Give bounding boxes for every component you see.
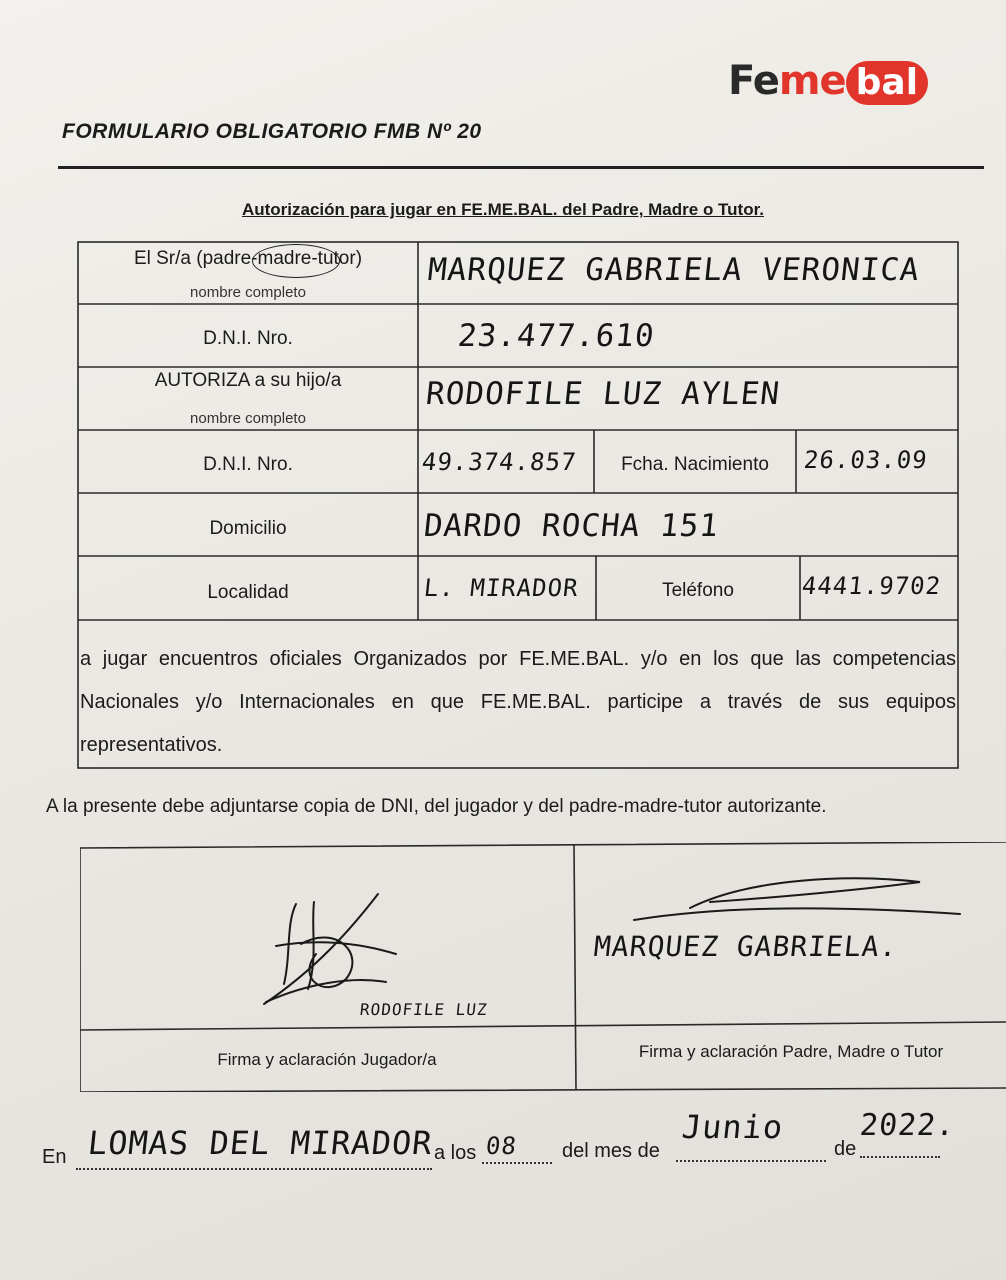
player-clarification-handwritten: RODOFILE LUZ xyxy=(359,1000,489,1019)
del-mes-de-label: del mes de xyxy=(562,1140,660,1162)
logo-bal-pill: bal xyxy=(846,61,928,105)
tutor-clarification-handwritten: MARQUEZ GABRIELA. xyxy=(592,930,900,963)
logo-fe-text: Fe xyxy=(728,58,779,104)
de-label: de xyxy=(834,1138,857,1160)
birthdate-label: Fcha. Nacimiento xyxy=(621,454,769,475)
parent-dni-handwritten: 23.477.610 xyxy=(456,318,657,354)
circled-madre-mark xyxy=(252,244,340,278)
logo-me-text: me xyxy=(778,58,846,104)
phone-label: Teléfono xyxy=(662,580,734,601)
birthdate-handwritten: 26.03.09 xyxy=(802,446,930,474)
femebal-logo xyxy=(728,58,978,118)
address-label: Domicilio xyxy=(209,518,287,539)
player-signature-scribble xyxy=(256,884,416,1014)
parent-label: El Sr/a (padre-madre-tutor) xyxy=(133,248,363,269)
place-dotted-line xyxy=(76,1168,432,1170)
authorization-paragraph: a jugar encuentros oficiales Organizados por FE.ME.BAL. y/o en los que las competencias Nacionales y/o Internacionales en que FE.ME.BAL. participe a través de sus equipos representativos. xyxy=(80,648,956,756)
day-dotted-line xyxy=(482,1162,552,1164)
section-title: Autorización para jugar en FE.ME.BAL. del Padre, Madre o Tutor. xyxy=(241,200,765,219)
header-divider xyxy=(58,166,984,169)
locality-label: Localidad xyxy=(207,582,289,603)
parent-dni-label: D.N.I. Nro. xyxy=(203,328,293,349)
form-title: FORMULARIO OBLIGATORIO FMB Nº 20 xyxy=(62,120,482,143)
address-handwritten: DARDO ROCHA 151 xyxy=(422,508,721,544)
parent-name-handwritten: MARQUEZ GABRIELA VERONICA xyxy=(426,252,922,288)
authorization-table xyxy=(70,240,968,772)
year-dotted-line xyxy=(860,1156,940,1158)
child-name-handwritten: RODOFILE LUZ AYLEN xyxy=(424,376,782,412)
phone-handwritten: 4441.9702 xyxy=(800,572,943,600)
tutor-signature-swoosh xyxy=(630,868,970,928)
parent-sublabel: nombre completo xyxy=(190,284,306,301)
en-label: En xyxy=(42,1146,67,1168)
child-dni-label: D.N.I. Nro. xyxy=(203,454,293,475)
place-handwritten: LOMAS DEL MIRADOR xyxy=(86,1124,435,1162)
attachment-note: A la presente debe adjuntarse copia de DNI, del jugador y del padre-madre-tutor autorizante. xyxy=(46,796,827,817)
locality-handwritten: L. MIRADOR xyxy=(422,574,580,602)
signature-table xyxy=(80,842,1006,1092)
year-handwritten: 2022. xyxy=(858,1108,958,1143)
month-dotted-line xyxy=(676,1160,826,1162)
child-dni-handwritten: 49.374.857 xyxy=(420,448,578,476)
child-label: AUTORIZA a su hijo/a xyxy=(154,370,342,391)
player-signature-caption: Firma y aclaración Jugador/a xyxy=(217,1050,437,1069)
day-handwritten: 08 xyxy=(484,1132,519,1160)
child-sublabel: nombre completo xyxy=(190,410,306,427)
month-handwritten: Junio xyxy=(680,1108,786,1146)
tutor-signature-caption: Firma y aclaración Padre, Madre o Tutor xyxy=(638,1042,944,1061)
a-los-label: a los xyxy=(434,1142,477,1164)
place-date-line xyxy=(42,1100,972,1190)
